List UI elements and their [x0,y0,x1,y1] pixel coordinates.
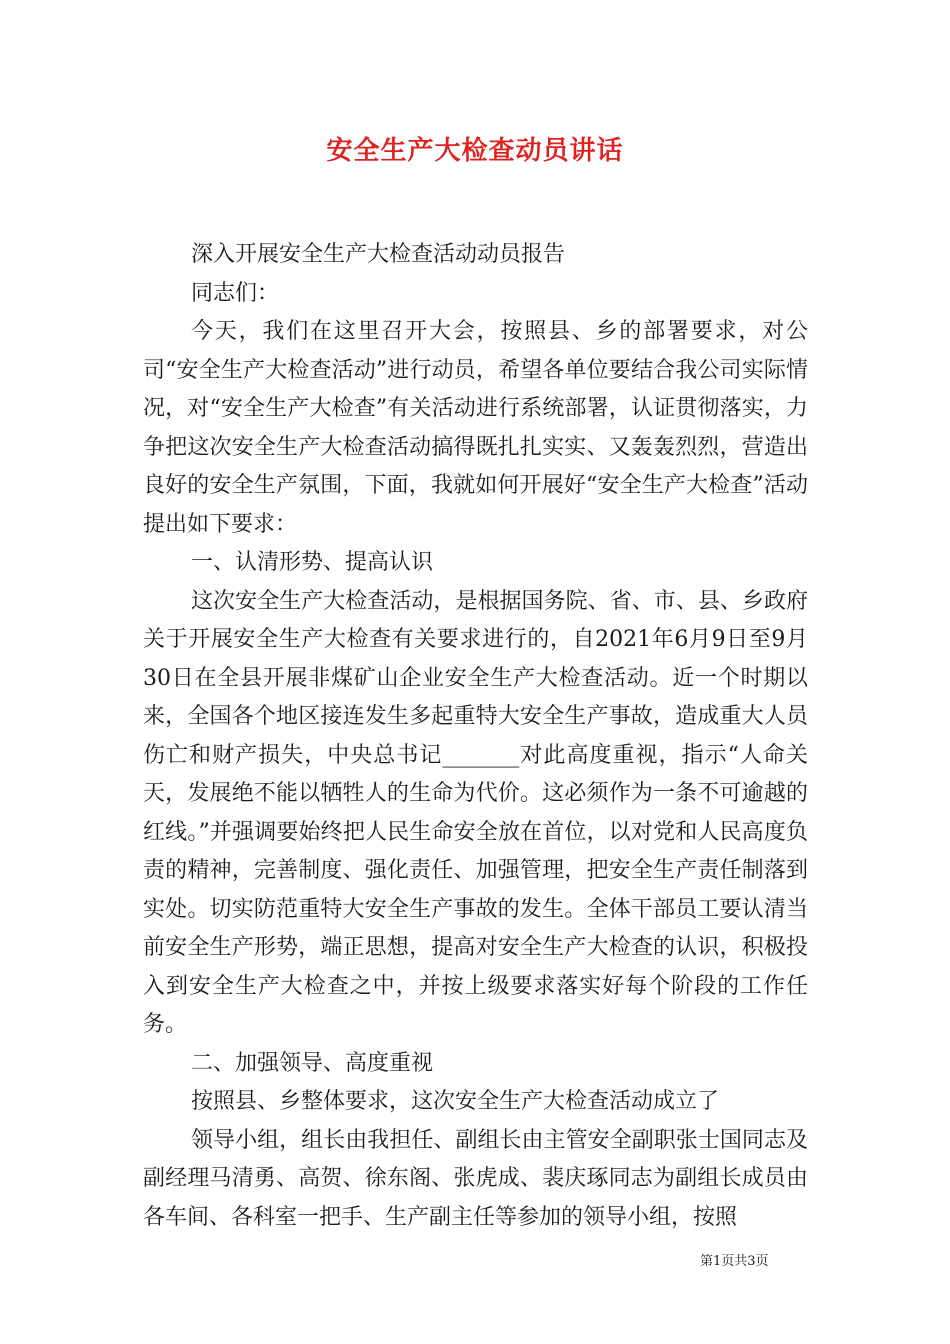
section-heading-1: 一、认清形势、提高认识 [191,550,434,575]
page-number: 第1页共3页 [700,1254,769,1269]
paragraph-intro: 今天，我们在这里召开大会，按照县、乡的部署要求，对公司“安全生产大检查活动”进行动员，希望各单位要结合我公司实际情况，对“安全生产大检查”有关活动进行系统部署，认证贯彻落实，力争把这次安全生产大检查活动搞得既扎扎实实、又轰轰烈烈，营造出良好的安全生产氛围，下面，我就如何开展好“安全生产大检查”活动提出如下要求： [143,319,808,537]
salutation: 同志们： [191,280,280,306]
paragraph-section-2b: 领导小组，组长由我担任、副组长由主管安全副职张士国同志及副经理马清勇、高贺、徐东阁、张虎成、裴庆琢同志为副组长成员由各车间、各科室一把手、生产副主任等参加的领导小组，按照 [143,1127,808,1230]
document-body [143,236,808,1237]
paragraph-section-2a: 按照县、乡整体要求，这次安全生产大检查活动成立了 [191,1089,720,1114]
paragraph-section-1: 这次安全生产大检查活动，是根据国务院、省、市、县、乡政府关于开展安全生产大检查有关要求进行的，自2021年6月9日至9月30日在全县开展非煤矿山企业安全生产大检查活动。近一个时期以来，全国各个地区接连发生多起重特大安全生产事故，造成重大人员伤亡和财产损失，中央总书记_______对此高度重视，指示“人命关天，发展绝不能以牺牲人的生命为代价。这必须作为一条不可逾越的红线。”并强调要始终把人民生命安全放在首位，以对党和人民高度负责的精神，完善制度、强化责任、加强管理，把安全生产责任制落到实处。切实防范重特大安全生产事故的发生。全体干部员工要认清当前安全生产形势，端正思想，提高对安全生产大检查的认识，积极投入到安全生产大检查之中，并按上级要求落实好每个阶段的工作任务。 [143,588,808,1037]
document-title: 安全生产大检查动员讲话 [326,136,624,166]
section-heading-2: 二、加强领导、高度重视 [191,1050,434,1076]
report-subtitle: 深入开展安全生产大检查活动动员报告 [191,242,566,267]
